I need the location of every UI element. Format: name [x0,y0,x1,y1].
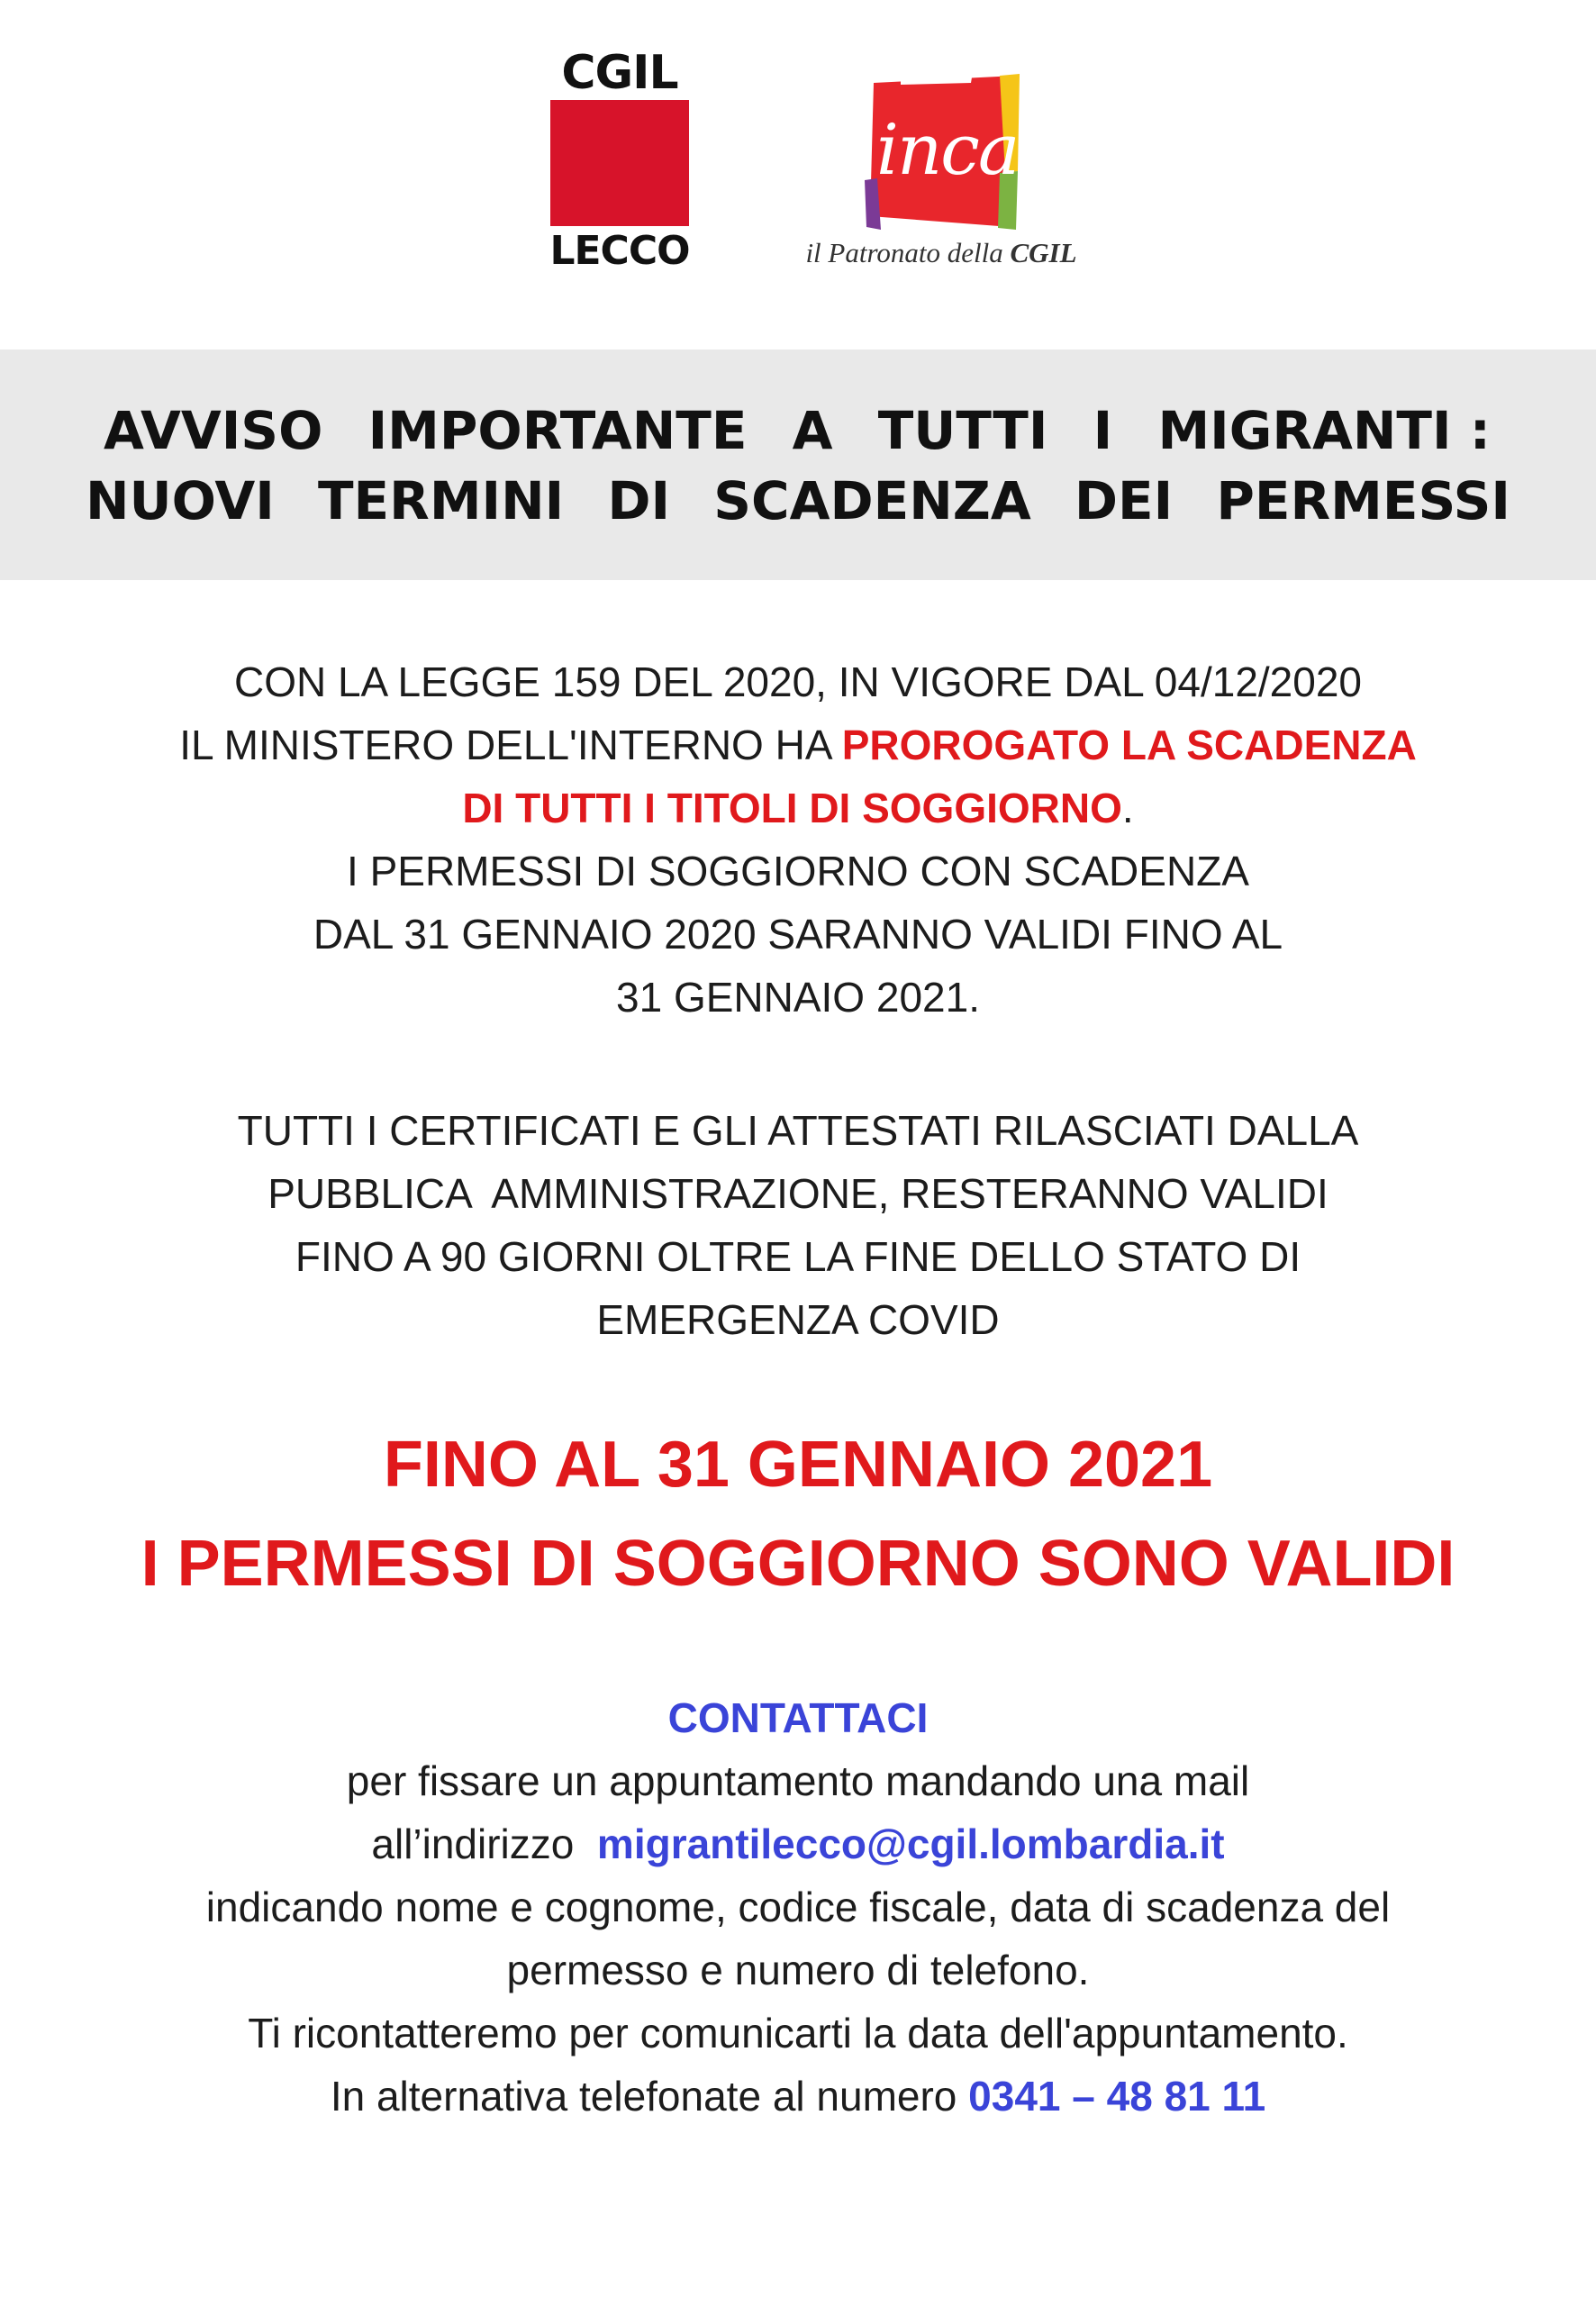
inca-wordmark: inca [876,110,1019,191]
text-line: PUBBLICA AMMINISTRAZIONE, RESTERANNO VALIDI [268,1170,1328,1217]
highlight-validity: I PERMESSI DI SOGGIORNO SONO VALIDI [141,1528,1455,1600]
highlight-segment: PROROGATO LA SCADENZA [841,722,1417,768]
text-line: indicando nome e cognome, codice fiscale, data di scadenza del [205,1884,1391,1930]
header-word: MIGRANTI : [1157,400,1491,461]
header-word: TUTTI [877,400,1048,461]
text-line [0,776,1596,840]
header-word: SCADENZA [713,470,1031,531]
header-word: DEI [1074,470,1174,531]
header-word: NUOVI [86,470,275,531]
text-line: CON LA LEGGE 159 DEL 2020, IN VIGORE DAL 04/12/2020 [233,658,1363,705]
text-segment: all’indirizzo [371,1820,597,1867]
inca-caption [788,237,1094,269]
inca-logo [788,72,1094,279]
text-segment: . [1121,785,1134,831]
text-line: I PERMESSI DI SOGGIORNO CON SCADENZA [347,848,1249,894]
cgil-red-square [550,100,689,226]
text-line: permesso e numero di telefono. [506,1947,1090,1993]
header-word: TERMINI [317,470,565,531]
contact-section [0,1686,1596,2128]
text-line: per fissare un appuntamento mandando una mail [346,1757,1250,1804]
text-line [0,1812,1596,1875]
text-line [0,713,1596,776]
header-title-line-1 [104,400,1491,461]
highlight-segment: DI TUTTI I TITOLI DI SOGGIORNO [462,785,1122,831]
text-segment: IL MINISTERO DELL'INTERNO HA [179,722,842,768]
law-extension-paragraph [0,650,1596,1029]
header-band [0,350,1596,580]
header-word: DI [607,470,671,531]
inca-caption-org: CGIL [1010,237,1077,268]
logos-area [0,0,1596,342]
text-line [0,2065,1596,2128]
inca-caption-prefix: il Patronato della [805,237,1011,268]
cgil-logo-top-text: CGIL [561,46,678,100]
cgil-lecco-logo [548,46,692,275]
header-word: AVVISO [104,400,323,461]
text-line: DAL 31 GENNAIO 2020 SARANNO VALIDI FINO AL [313,911,1283,958]
text-line: 31 GENNAIO 2021. [616,974,980,1021]
header-title-line-2 [86,470,1510,531]
text-line: FINO A 90 GIORNI OLTRE LA FINE DELLO STATO DI [295,1233,1301,1280]
text-line: Ti ricontatteremo per comunicarti la data dell'appuntamento. [248,2010,1348,2056]
header-word: PERMESSI [1216,470,1510,531]
text-segment: In alternativa telefonate al numero [330,2073,969,2120]
header-word: IMPORTANTE [367,400,748,461]
text-line: EMERGENZA COVID [596,1296,1000,1343]
cgil-logo-bottom-text: LECCO [549,228,690,274]
header-word: I [1093,400,1113,461]
header-word: A [792,400,833,461]
text-line: TUTTI I CERTIFICATI E GLI ATTESTATI RILASCIATI DALLA [237,1107,1359,1154]
certificates-paragraph [0,1099,1596,1351]
contact-phone-link[interactable]: 0341 – 48 81 11 [968,2073,1266,2120]
highlight-deadline: FINO AL 31 GENNAIO 2021 [383,1429,1213,1501]
contact-email-link[interactable]: migrantilecco@cgil.lombardia.it [596,1820,1225,1867]
contact-heading: CONTATTACI [667,1694,929,1741]
